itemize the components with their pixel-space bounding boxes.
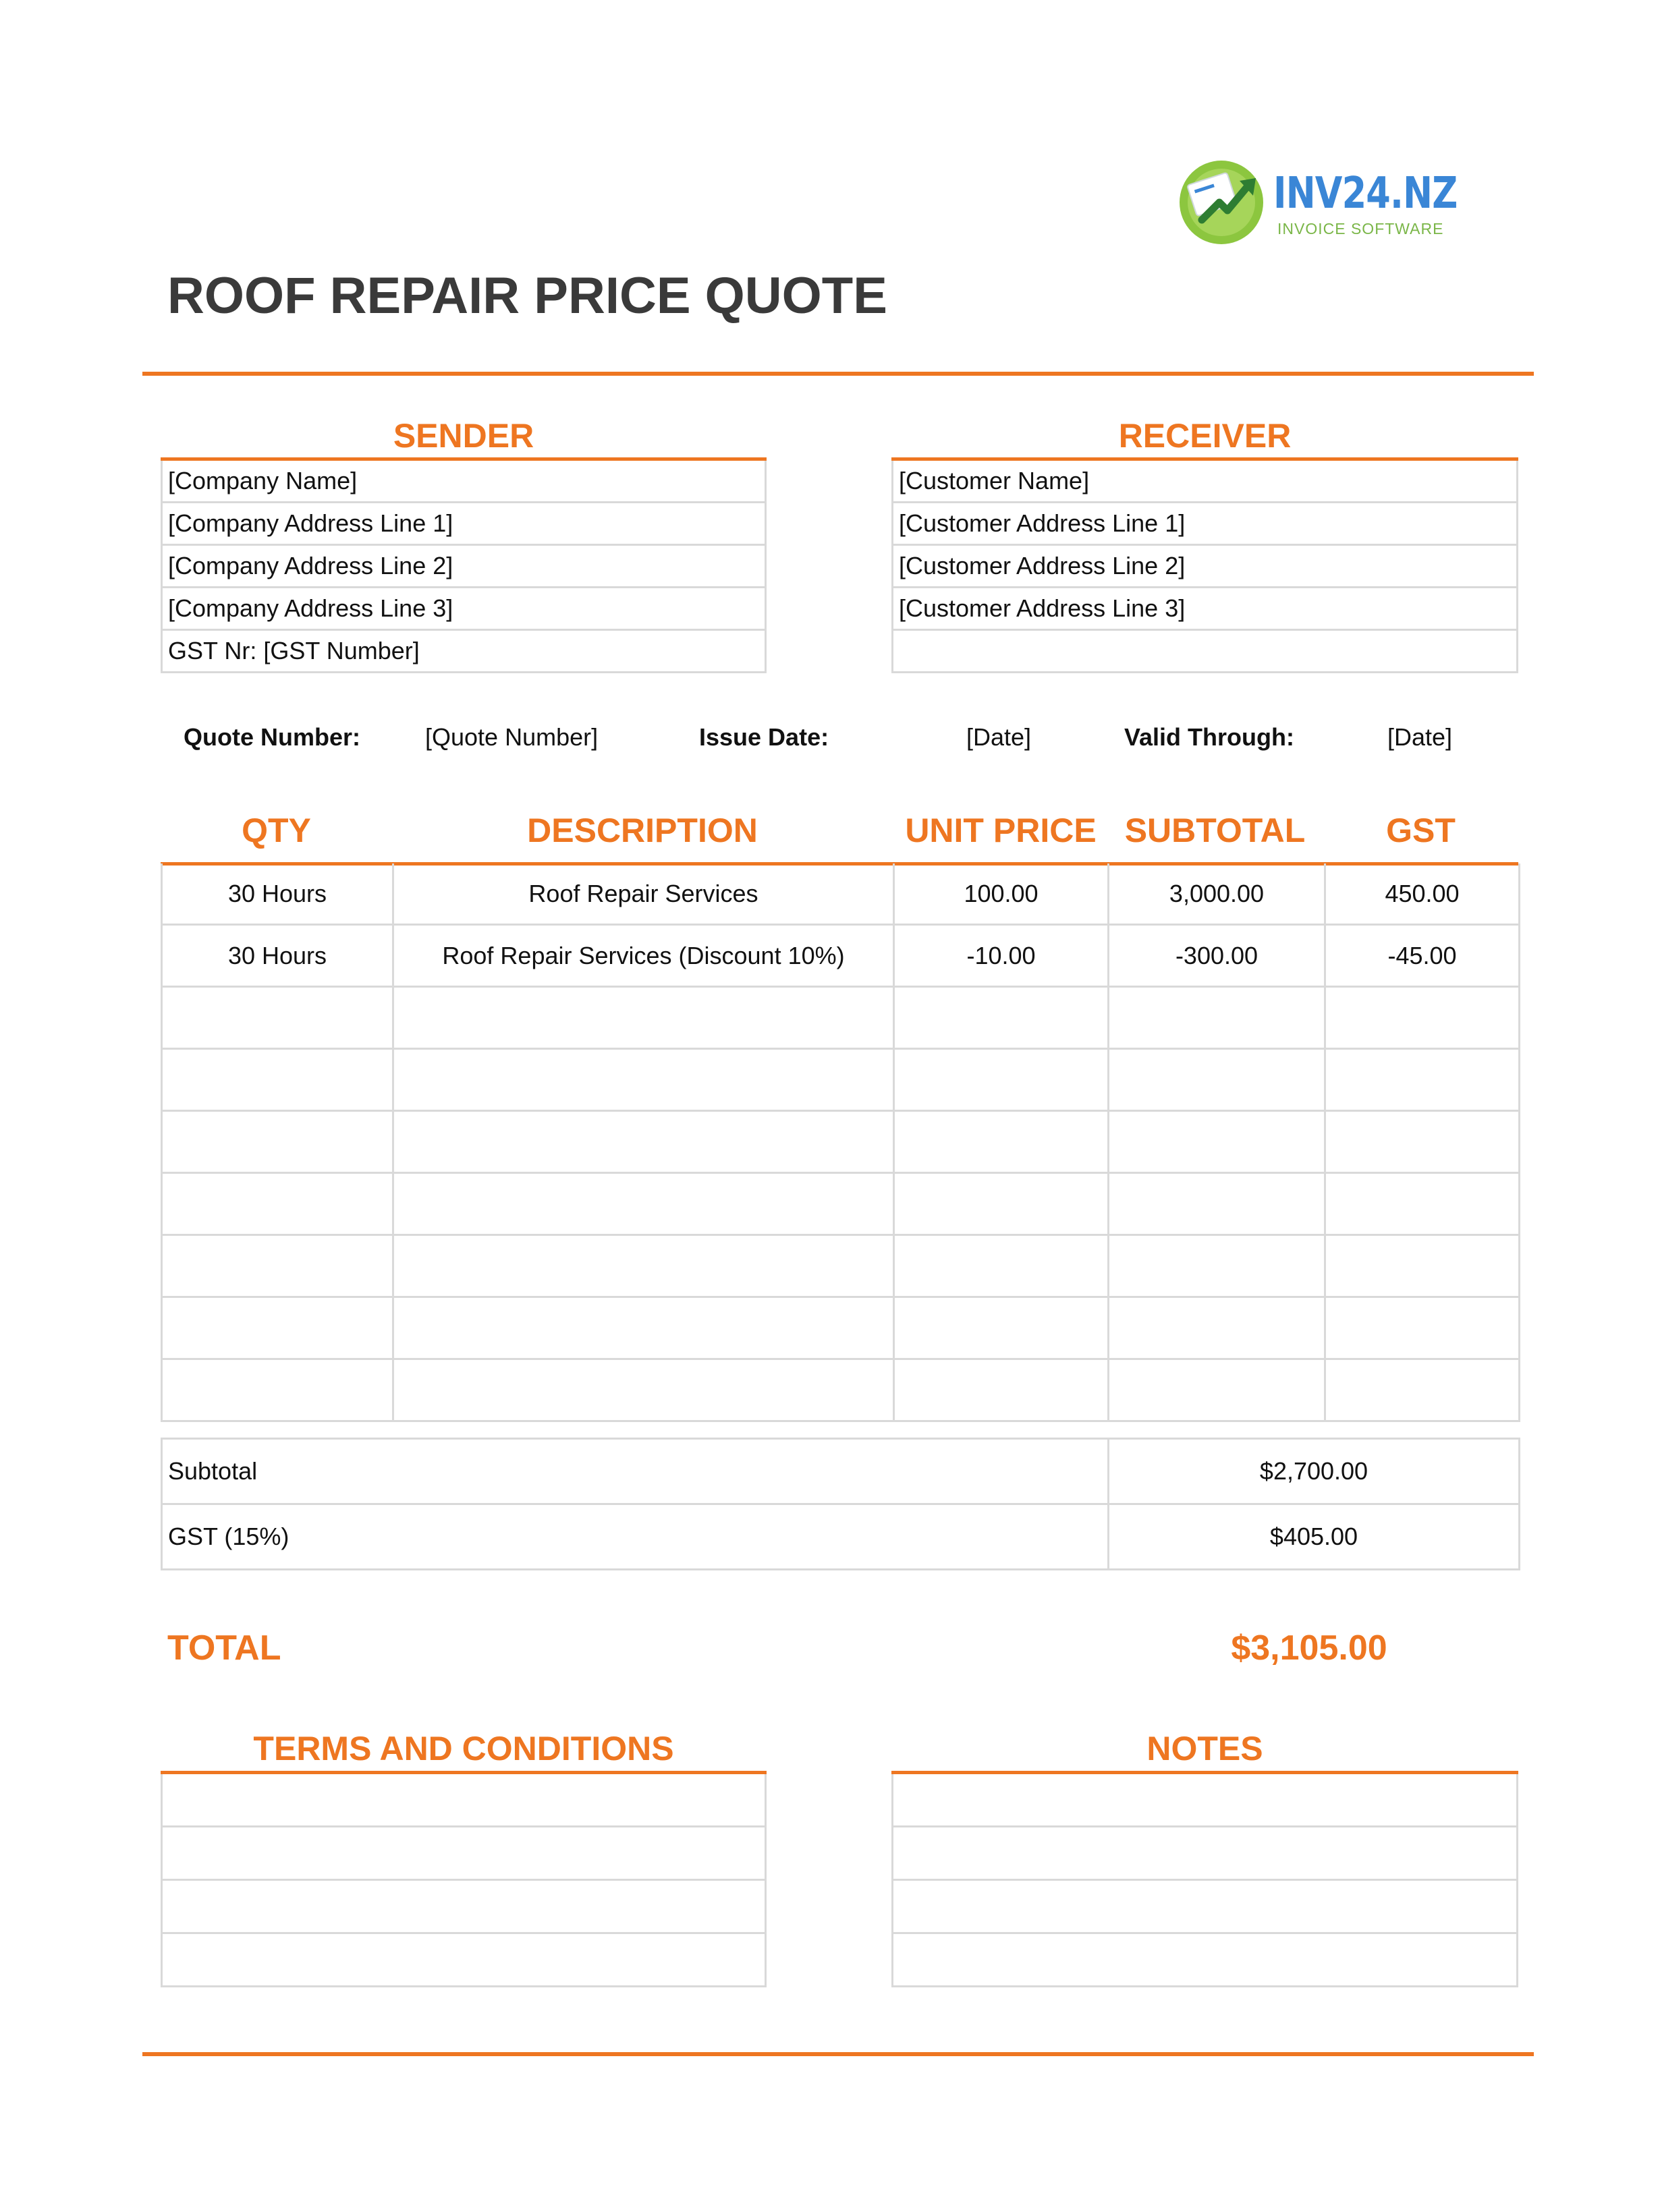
table-row [162,925,1520,987]
terms-line [163,1827,765,1881]
top-divider [142,372,1534,376]
item-unit-price [894,987,1109,1049]
item-description [393,1359,894,1421]
sender-line: [Company Address Line 3] [163,588,765,631]
receiver-line: [Customer Name] [893,461,1516,503]
issue-date-value: [Date] [966,723,1032,751]
item-description [393,987,894,1049]
table-row [162,1173,1520,1235]
item-description [393,1297,894,1359]
sender-heading: SENDER [393,417,534,455]
item-subtotal [1109,1359,1325,1421]
item-gst [1325,1297,1520,1359]
col-head-unit-price: UNIT PRICE [905,812,1097,849]
subtotal-label: Subtotal [162,1439,1109,1504]
brand-logo [1178,157,1458,251]
item-gst [1325,1359,1520,1421]
terms-line [163,1774,765,1827]
item-qty [162,1297,393,1359]
sender-line: GST Nr: [GST Number] [163,631,765,673]
items-table [161,863,1520,1422]
item-qty [162,1235,393,1297]
quote-number-value: [Quote Number] [425,723,599,751]
table-row [162,987,1520,1049]
table-row [162,1111,1520,1173]
table-row [162,1359,1520,1421]
item-unit-price [894,1173,1109,1235]
table-row [162,1297,1520,1359]
notes-block [891,1774,1518,1987]
item-unit-price: -10.00 [894,925,1109,987]
total-label: TOTAL [167,1628,281,1668]
notes-line [893,1881,1516,1934]
item-unit-price [894,1111,1109,1173]
item-unit-price [894,1235,1109,1297]
sender-line: [Company Name] [163,461,765,503]
item-description [393,1049,894,1111]
gst-row [162,1504,1520,1570]
subtotal-value: $2,700.00 [1109,1439,1520,1504]
notes-line [893,1827,1516,1881]
sender-block [161,461,767,673]
terms-line [163,1934,765,1987]
notes-line [893,1774,1516,1827]
invoice-growth-icon [1178,158,1265,246]
item-qty [162,1111,393,1173]
gst-label: GST (15%) [162,1504,1109,1570]
item-description: Roof Repair Services [393,863,894,925]
totals-table [161,1438,1520,1570]
quote-number-label: Quote Number: [184,723,361,751]
item-description [393,1111,894,1173]
receiver-line [893,631,1516,673]
item-subtotal [1109,1235,1325,1297]
table-row [162,1235,1520,1297]
item-qty [162,1359,393,1421]
item-qty: 30 Hours [162,863,393,925]
item-unit-price: 100.00 [894,863,1109,925]
receiver-line: [Customer Address Line 1] [893,503,1516,546]
item-gst [1325,1049,1520,1111]
col-head-gst: GST [1386,812,1456,849]
gst-value: $405.00 [1109,1504,1520,1570]
sender-line: [Company Address Line 2] [163,546,765,588]
item-description [393,1173,894,1235]
item-subtotal [1109,1111,1325,1173]
col-head-qty: QTY [242,812,311,849]
item-unit-price [894,1297,1109,1359]
receiver-heading: RECEIVER [1118,417,1292,455]
terms-line [163,1881,765,1934]
receiver-line: [Customer Address Line 2] [893,546,1516,588]
receiver-line: [Customer Address Line 3] [893,588,1516,631]
item-gst [1325,987,1520,1049]
item-qty [162,1173,393,1235]
item-unit-price [894,1049,1109,1111]
item-subtotal [1109,1049,1325,1111]
item-gst: -45.00 [1325,925,1520,987]
notes-heading: NOTES [1146,1730,1263,1767]
item-gst: 450.00 [1325,863,1520,925]
valid-through-value: [Date] [1387,723,1453,751]
item-gst [1325,1235,1520,1297]
item-qty: 30 Hours [162,925,393,987]
page-title: ROOF REPAIR PRICE QUOTE [167,267,887,324]
terms-block [161,1774,767,1987]
valid-through-label: Valid Through: [1124,723,1294,751]
col-head-description: DESCRIPTION [527,812,758,849]
receiver-block [891,461,1518,673]
item-gst [1325,1173,1520,1235]
bottom-divider [142,2052,1534,2056]
item-subtotal: -300.00 [1109,925,1325,987]
item-subtotal [1109,1173,1325,1235]
item-description [393,1235,894,1297]
table-row [162,1049,1520,1111]
logo-tagline: INVOICE SOFTWARE [1277,220,1444,237]
subtotal-row [162,1439,1520,1504]
item-qty [162,1049,393,1111]
issue-date-label: Issue Date: [699,723,829,751]
sender-line: [Company Address Line 1] [163,503,765,546]
item-subtotal: 3,000.00 [1109,863,1325,925]
item-description: Roof Repair Services (Discount 10%) [393,925,894,987]
item-subtotal [1109,1297,1325,1359]
item-subtotal [1109,987,1325,1049]
notes-line [893,1934,1516,1987]
item-qty [162,987,393,1049]
col-head-subtotal: SUBTOTAL [1124,812,1306,849]
item-unit-price [894,1359,1109,1421]
total-value: $3,105.00 [1231,1628,1387,1668]
item-gst [1325,1111,1520,1173]
table-row [162,863,1520,925]
logo-wordmark: INV24.NZ [1273,169,1458,219]
terms-heading: TERMS AND CONDITIONS [253,1730,674,1767]
